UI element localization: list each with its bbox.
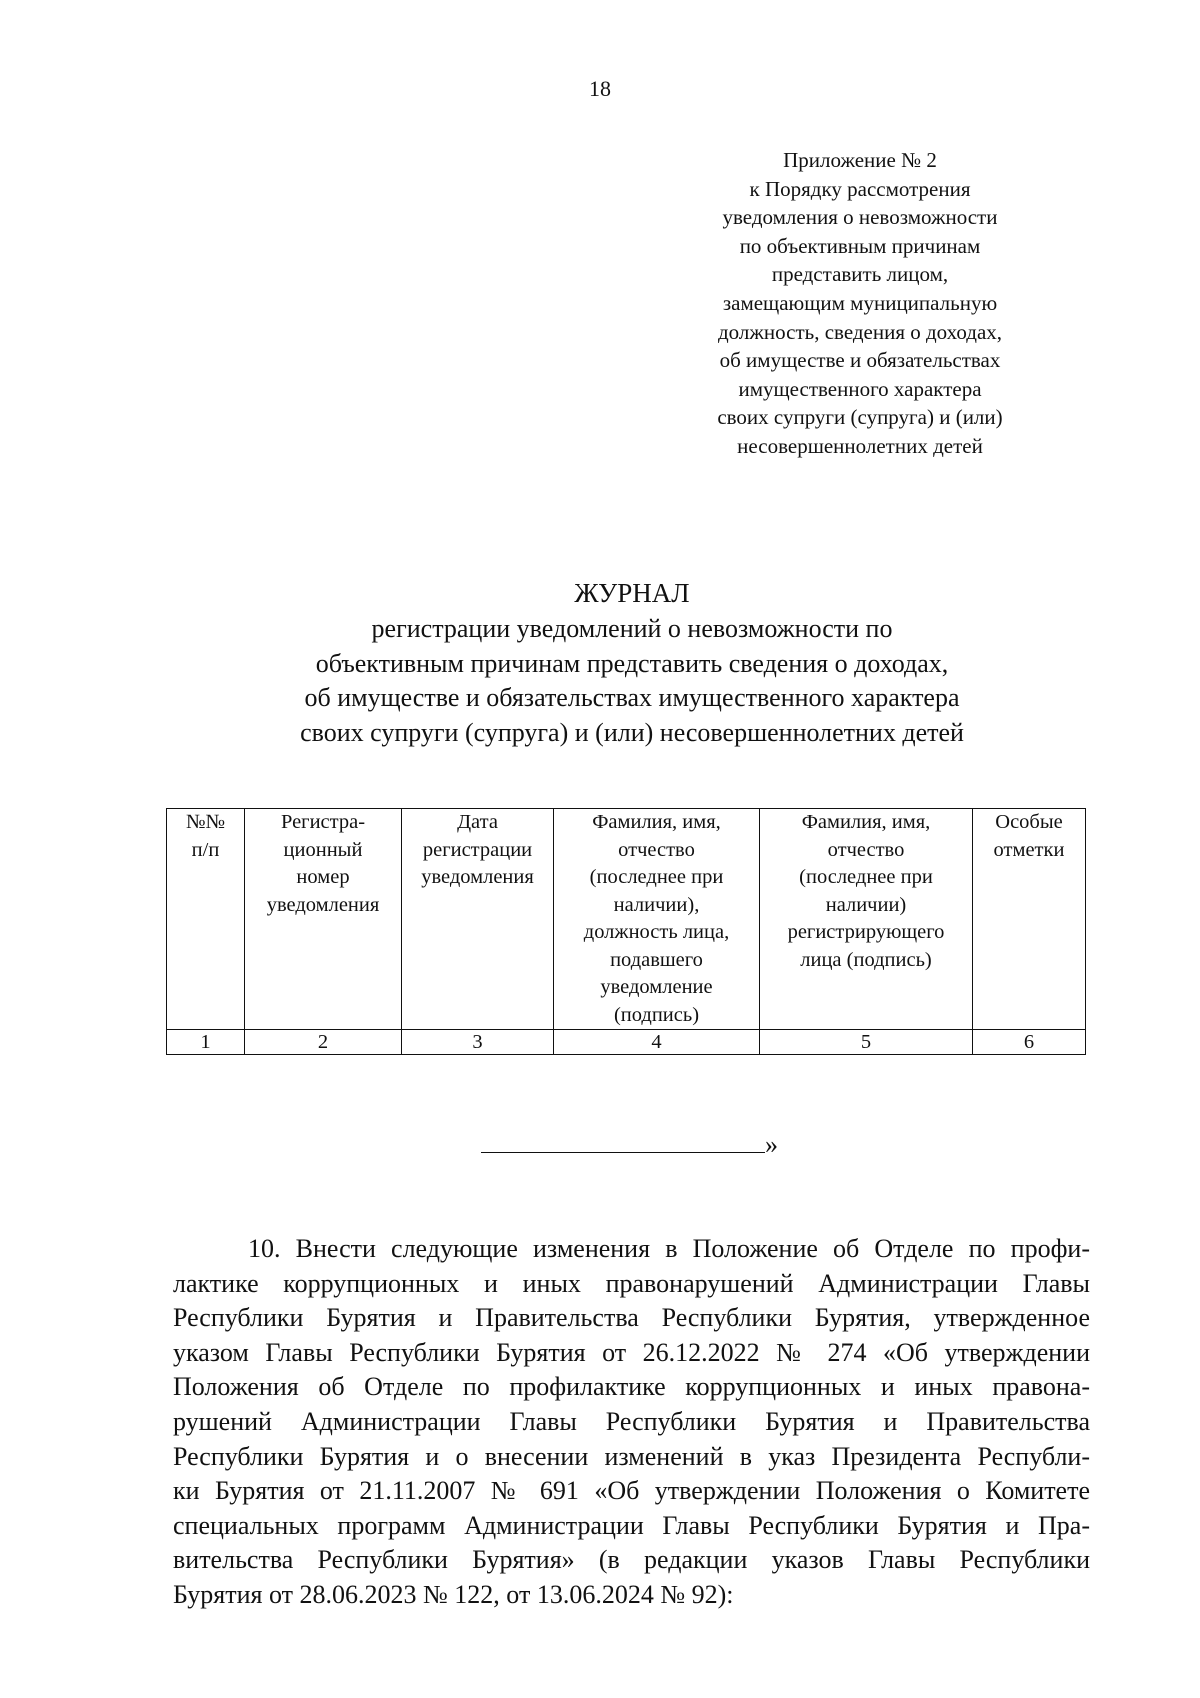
header-text: подавшего (610, 948, 703, 971)
appendix-line: своих супруги (супруга) и (или) (717, 405, 1003, 430)
header-text: лица (подпись) (800, 948, 932, 971)
registration-journal-table (166, 808, 1086, 1055)
column-number-cell: 2 (245, 1030, 402, 1055)
header-cell-reg-date (402, 809, 554, 1030)
table-numbering-row (167, 1030, 1086, 1055)
journal-subtitle (160, 612, 1104, 750)
appendix-line: об имуществе и обязательствах (719, 348, 1001, 373)
header-cell-notes (973, 809, 1086, 1030)
header-text: должность лица, (583, 921, 730, 943)
page-number: 18 (589, 76, 611, 101)
appendix-line: имущественного характера (738, 376, 982, 401)
paragraph-line: лактике коррупционных и иных правонарушений Администрации Главы (173, 1268, 1090, 1298)
header-text: Фамилия, имя, (801, 811, 931, 833)
paragraph-line: Бурятия от 28.06.2023 № 122, от 13.06.2024 № 92): (173, 1579, 734, 1609)
paragraph-line: Положения об Отделе по профилактике коррупционных и иных правона- (173, 1372, 1090, 1402)
header-text: Регистра- (280, 811, 366, 833)
header-text: уведомления (421, 866, 534, 888)
appendix-line: замещающим муниципальную (722, 290, 998, 315)
header-text: наличии) (825, 893, 907, 916)
appendix-line: уведомления о невозможности (722, 205, 998, 230)
journal-subtitle-line: своих супруги (супруга) и (или) несовершеннолетних детей (300, 717, 964, 747)
header-cell-submitter (554, 809, 760, 1030)
journal-subtitle-line: регистрации уведомлений о невозможности по (371, 614, 893, 643)
header-text: регистрирующего (787, 921, 945, 943)
closing-quote-mark: » (765, 1130, 778, 1159)
paragraph-line: указом Главы Республики Бурятия от 26.12.2022 № 274 «Об утверждении (173, 1337, 1090, 1367)
journal-subtitle-line: объективным причинам представить сведения о доходах, (315, 648, 949, 678)
header-text: №№ (185, 811, 226, 833)
paragraph-line: вительства Республики Бурятия» (в редакции указов Главы Республики (173, 1545, 1090, 1575)
header-text: ционный (283, 838, 363, 861)
header-text: отчество (827, 838, 905, 861)
header-text: номер (296, 866, 350, 888)
header-text: (подпись) (613, 1003, 700, 1026)
journal-title: ЖУРНАЛ (574, 578, 690, 608)
paragraph-line: ки Бурятия от 21.11.2007 № 691 «Об утверждении Положения о Комитете (173, 1476, 1090, 1506)
column-number-cell: 5 (760, 1030, 973, 1055)
appendix-line: Приложение № 2 (783, 148, 937, 172)
appendix-line: несовершеннолетних детей (737, 433, 983, 458)
header-text: Фамилия, имя, (592, 811, 721, 833)
header-text: отметки (993, 838, 1065, 861)
header-text: отчество (618, 838, 695, 861)
appendix-line: должность, сведения о доходах, (717, 319, 1003, 344)
header-text: Особые (995, 811, 1063, 833)
journal-subtitle-line: об имуществе и обязательствах имущественного характера (304, 683, 960, 712)
header-cell-reg-number (245, 809, 402, 1030)
appendix-block (695, 146, 1025, 461)
header-cell-registrar (760, 809, 973, 1030)
appendix-line: к Порядку рассмотрения (749, 176, 971, 201)
header-cell-number (167, 809, 245, 1030)
appendix-line: представить лицом, (771, 262, 949, 287)
column-number-cell: 4 (554, 1030, 760, 1055)
paragraph-line: рушений Администрации Главы Республики Бурятия и Правительства (173, 1406, 1090, 1436)
header-text: (последнее при (799, 866, 933, 888)
paragraph-line: 10. Внести следующие изменения в Положение об Отделе по профи- (248, 1234, 1090, 1263)
blank-underline (481, 1126, 765, 1153)
paragraph-line: Республики Бурятия и о внесении изменений в указ Президента Республи- (173, 1441, 1090, 1471)
column-number-cell: 6 (973, 1030, 1086, 1055)
header-text: п/п (191, 838, 220, 861)
header-text: Дата (457, 811, 498, 833)
column-number-cell: 1 (167, 1030, 245, 1055)
column-number-cell: 3 (402, 1030, 554, 1055)
amendment-paragraph (173, 1232, 1090, 1613)
header-text: (последнее при (589, 866, 724, 888)
table-header-row (167, 809, 1086, 1030)
header-text: наличии), (613, 893, 700, 916)
paragraph-line: Республики Бурятия и Правительства Республики Бурятия, утвержденное (173, 1303, 1090, 1333)
closing-line (481, 1126, 778, 1162)
appendix-line: по объективным причинам (739, 233, 981, 258)
paragraph-line: специальных программ Администрации Главы Республики Бурятия и Пра- (173, 1510, 1090, 1540)
header-text: уведомление (600, 976, 713, 998)
header-text: уведомления (266, 893, 380, 916)
header-text: регистрации (422, 838, 533, 861)
